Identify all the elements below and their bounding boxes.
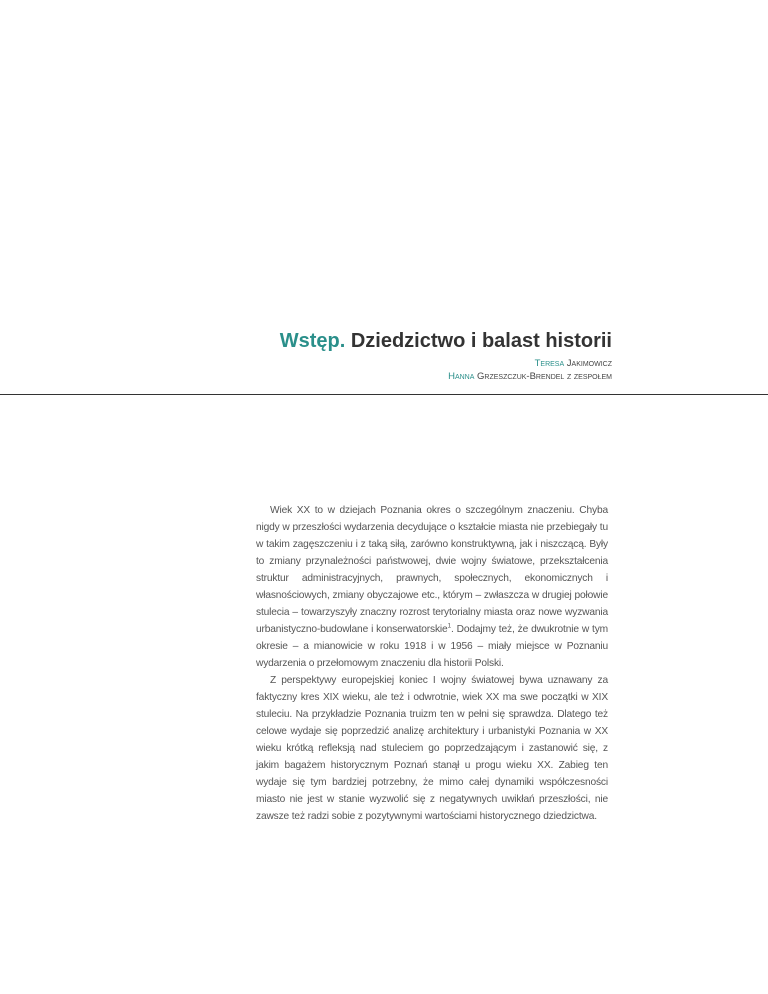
- paragraph-1-part-2: . Dodajmy też, że dwukrotnie w tym okresie – a mianowicie w roku 1918 i w 1956 – miały miejsce w Poznaniu wydarzenia o przełomowym znaczeniu dla historii Polski.: [256, 624, 608, 669]
- chapter-title-rest: Dziedzictwo i balast historii: [345, 330, 612, 352]
- footnote-reference[interactable]: 1: [447, 622, 451, 630]
- author-line-1: [280, 357, 612, 370]
- chapter-title-accent: Wstęp.: [279, 330, 346, 352]
- chapter-title: [280, 328, 612, 354]
- paragraph-1-part-1: Wiek XX to w dziejach Poznania okres o szczególnym znaczeniu. Chyba nigdy w przeszłości wydarzenia decydujące o kształcie miasta nie przebiegały tu w takim zagęszczeniu i z taką siłą, zarówno konstruktywną, jak i niszczącą. Były to zmiany przynależności państwowej, dwie wojny światowe, przekształcenia struktur administracyjnych, prawnych, społecznych, ekonomicznych i własnościowych, zmiany obyczajowe etc., którym – zwłaszcza w drugiej połowie stulecia – towarzyszyły znaczny rozrost terytorialny miasta oraz nowe wyzwania urbanistyczno-budowlane i konserwatorskie: [256, 505, 608, 635]
- body-text: [256, 502, 608, 825]
- paragraph-1: [256, 502, 608, 672]
- author-2-rest: Grzeszczuk-Brendel z zespołem: [474, 371, 612, 382]
- author-line-2: [280, 370, 612, 383]
- author-1-rest: Jakimowicz: [564, 358, 612, 369]
- chapter-header: [280, 328, 612, 383]
- author-2-given-name: Hanna: [448, 371, 475, 382]
- author-1-given-name: Teresa: [534, 358, 565, 369]
- paragraph-2: Z perspektywy europejskiej koniec I wojny światowej bywa uznawany za faktyczny kres XIX wieku, ale też i odwrotnie, wiek XX ma swe początki w XIX stuleciu. Na przykładzie Poznania truizm ten w pełni się sprawdza. Dlatego też celowe wydaje się poprzedzić analizę architektury i urbanistyki Poznania w XX wieku krótką refleksją nad stuleciem go poprzedzającym i zastanowić się, z jakim bagażem historycznym Poznań stanął u progu wieku XX. Zabieg ten wydaje się tym bardziej potrzebny, że mimo całej dynamiki współczesności miasto nie jest w stanie wyzwolić się z negatywnych uwikłań przeszłości, nie zawsze też radzi sobie z pozytywnymi wartościami historycznego dziedzictwa.: [256, 675, 608, 822]
- header-divider-rule: [0, 394, 768, 395]
